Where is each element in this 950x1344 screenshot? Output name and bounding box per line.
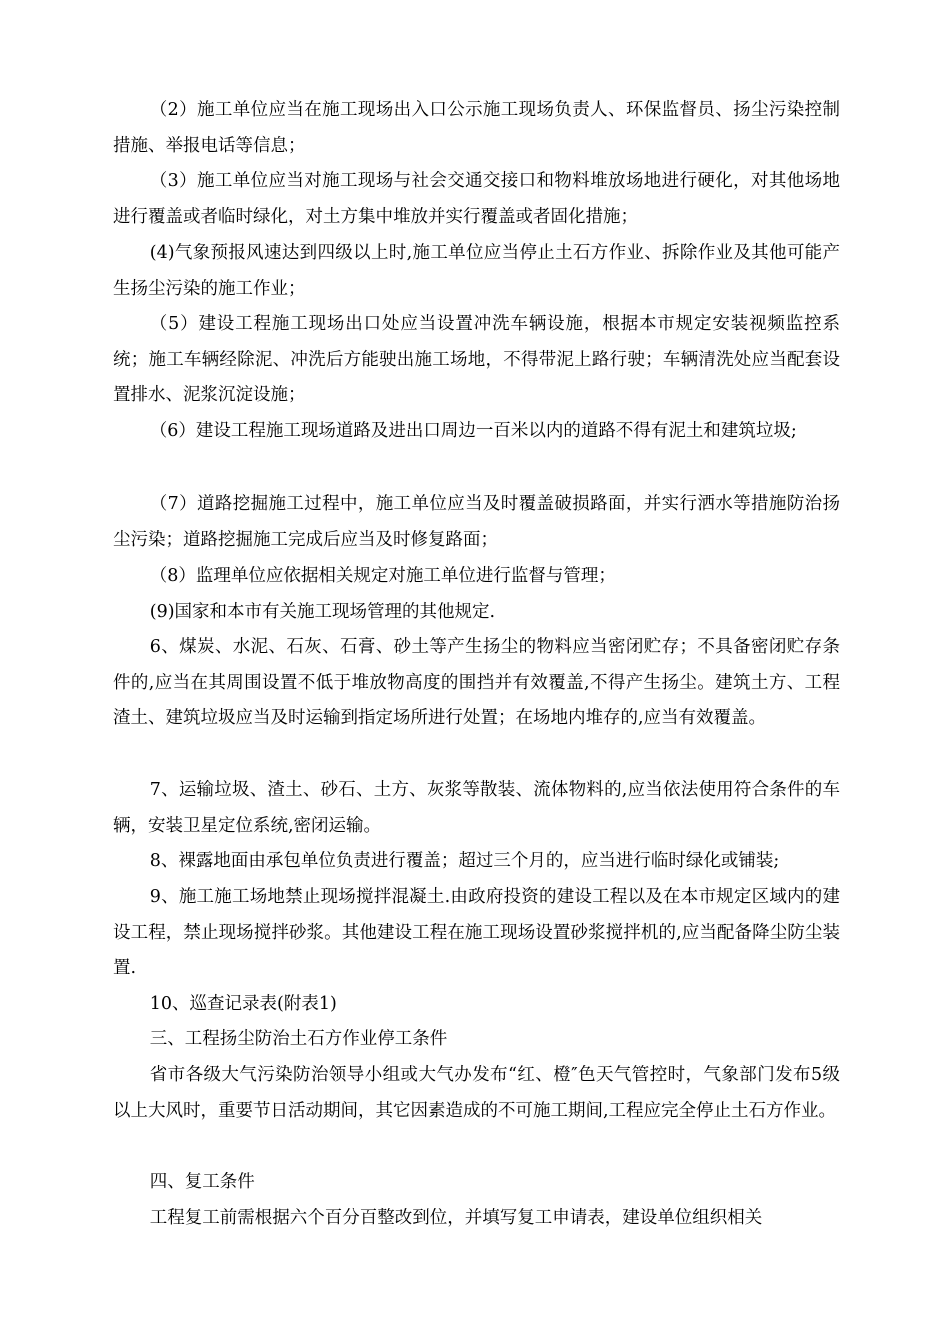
paragraph-stop-work-body: 省市各级大气污染防治领导小组或大气办发布“红、橙″色天气管控时，气象部门发布5级以上大风时，重要节日活动期间，其它因素造成的不可施工期间,工程应完全停止土石方作业。 bbox=[113, 1065, 840, 1121]
paragraph-item-2: （2）施工单位应当在施工现场出入口公示施工现场负责人、环保监督员、扬尘污染控制措施、举报电话等信息； bbox=[113, 100, 840, 156]
paragraph-item-8: （8）监理单位应依据相关规定对施工单位进行监督与管理； bbox=[149, 566, 616, 586]
paragraph-item-9: (9)国家和本市有关施工现场管理的其他规定. bbox=[149, 602, 496, 622]
paragraph-section-6: 6、煤炭、水泥、石灰、石膏、砂土等产生扬尘的物料应当密闭贮存；不具备密闭贮存条件的,应当在其周围设置不低于堆放物高度的围挡并有效覆盖,不得产生扬尘。建筑土方、工程渣土、建筑垃圾应当及时运输到指定场所进行处置；在场地内堆存的,应当有效覆盖。 bbox=[113, 637, 840, 728]
paragraph-section-10: 10、巡查记录表(附表1) bbox=[149, 994, 337, 1014]
heading-resume-work-conditions: 四、复工条件 bbox=[149, 1172, 255, 1192]
paragraph-section-7: 7、运输垃圾、渣土、砂石、土方、灰浆等散装、流体物料的,应当依法使用符合条件的车辆，安装卫星定位系统,密闭运输。 bbox=[113, 780, 840, 836]
paragraph-item-6: （6）建设工程施工现场道路及进出口周边一百米以内的道路不得有泥土和建筑垃圾; bbox=[149, 421, 797, 441]
paragraph-item-4: (4)气象预报风速达到四级以上时,施工单位应当停止土石方作业、拆除作业及其他可能产生扬尘污染的施工作业； bbox=[113, 243, 840, 299]
paragraph-item-3: （3）施工单位应当对施工现场与社会交通交接口和物料堆放场地进行硬化，对其他场地进行覆盖或者临时绿化，对土方集中堆放并实行覆盖或者固化措施； bbox=[113, 171, 840, 227]
heading-stop-work-conditions: 三、工程扬尘防治土石方作业停工条件 bbox=[149, 1029, 448, 1049]
paragraph-section-8: 8、裸露地面由承包单位负责进行覆盖；超过三个月的，应当进行临时绿化或铺装; bbox=[149, 851, 780, 871]
paragraph-section-9: 9、施工施工场地禁止现场搅拌混凝土.由政府投资的建设工程以及在本市规定区域内的建设工程，禁止现场搅拌砂浆。其他建设工程在施工现场设置砂浆搅拌机的,应当配备降尘防尘装置. bbox=[113, 887, 840, 978]
paragraph-item-5: （5）建设工程施工现场出口处应当设置冲洗车辆设施，根据本市规定安装视频监控系统；施工车辆经除泥、冲洗后方能驶出施工场地，不得带泥上路行驶；车辆清洗处应当配套设置排水、泥浆沉淀设施； bbox=[113, 314, 840, 405]
paragraph-item-7: （7）道路挖掘施工过程中，施工单位应当及时覆盖破损路面，并实行洒水等措施防治扬尘污染；道路挖掘施工完成后应当及时修复路面； bbox=[113, 494, 840, 550]
paragraph-resume-work-body: 工程复工前需根据六个百分百整改到位，并填写复工申请表，建设单位组织相关 bbox=[149, 1208, 763, 1228]
